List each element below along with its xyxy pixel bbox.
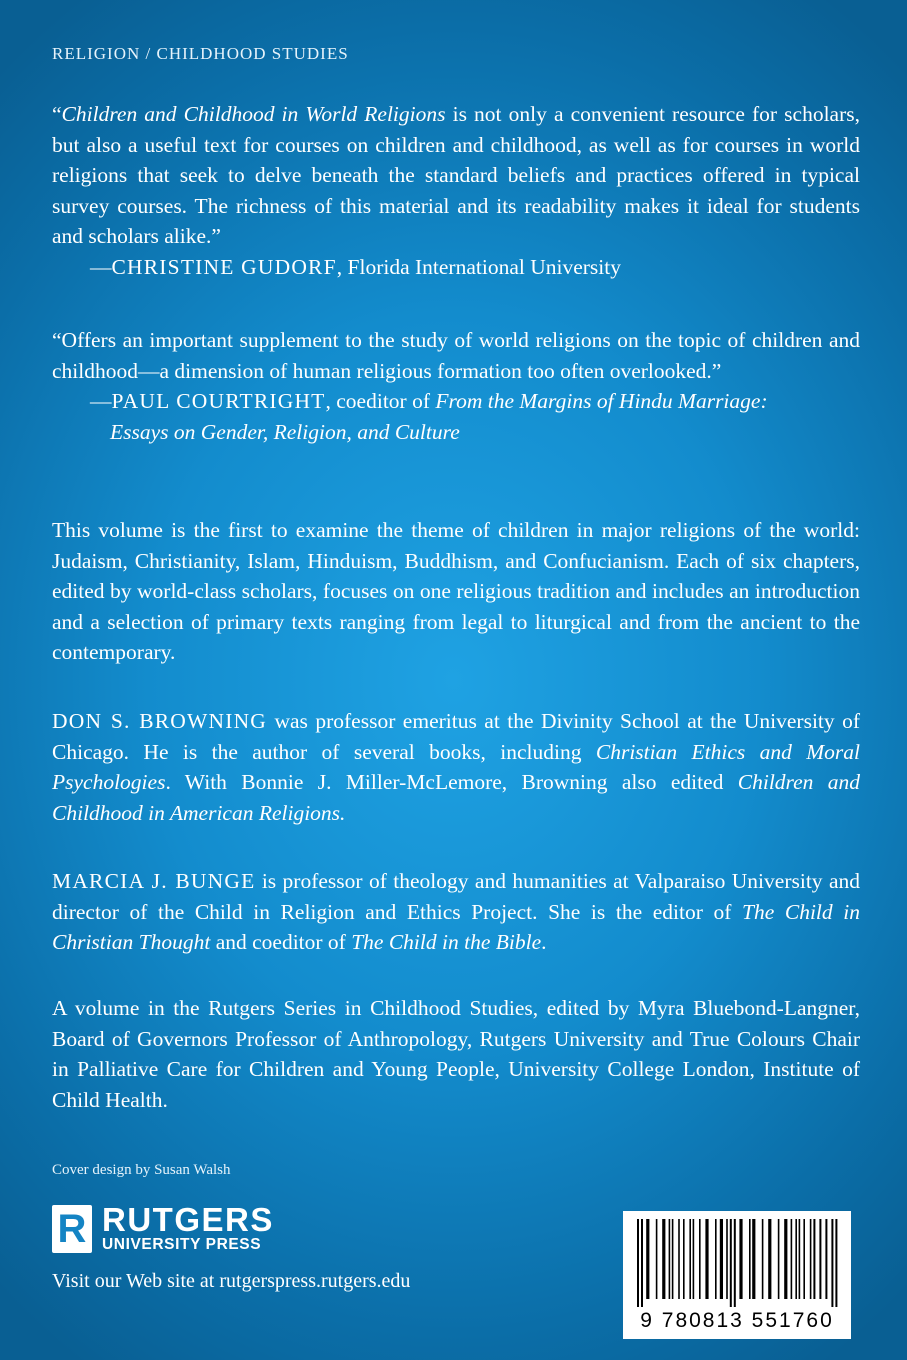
quote-body: Offers an important supplement to the study of world religions on the topic of children and childhood—a dimension of human religious formation too often overlooked.”	[52, 328, 860, 383]
barcode-bar	[831, 1219, 833, 1307]
barcode-bar	[726, 1219, 728, 1299]
description-text: This volume is the first to examine the theme of children in major religions of the world: Judaism, Christianity, Islam, Hinduism, Buddhism, and Confucianism. Each of six chapters, edited by world-class scholars, focuses on one religious tradition and includes an introduction and a selection of primary texts ranging from legal to liturgical and from the ancient to the contemporary.	[52, 518, 860, 665]
quote-gudorf: “Children and Childhood in World Religions is not only a convenient resource for scholars, but also a useful text for courses on children and childhood, as well as for courses in world religions that seek to delve beneath the standard beliefs and practices offered in typical survey courses. The richness of this material and its readability makes it ideal for students and scholars alike.” —CHRISTINE GUDORF, Florida International University	[52, 102, 860, 279]
barcode-bar	[637, 1219, 639, 1307]
quote-author: PAUL COURTRIGHT	[111, 389, 326, 414]
quoted-book-title: Children and Childhood in World Religions	[61, 102, 446, 126]
barcode-bar	[778, 1219, 780, 1299]
rutgers-r-logo-icon: R	[52, 1205, 92, 1253]
barcode-bar	[678, 1219, 680, 1299]
barcode-bar	[739, 1219, 742, 1299]
barcode-bar	[693, 1219, 695, 1299]
bio-browning	[52, 706, 860, 828]
barcode-bar	[734, 1219, 736, 1307]
quote-affiliation: , Florida International University	[336, 254, 621, 279]
barcode-bar	[825, 1219, 827, 1299]
barcode-bar	[699, 1219, 701, 1299]
bio-name: DON S. BROWNING	[52, 709, 268, 733]
series-note	[52, 993, 860, 1115]
bio-text: . With Bonnie J. Miller-McLemore, Browning also edited	[165, 770, 738, 795]
bio-text: and coeditor of	[210, 930, 352, 955]
quote-book-title-cont: Essays on Gender, Religion, and Culture	[110, 419, 460, 444]
barcode-bar	[715, 1219, 717, 1299]
barcode-bar	[656, 1219, 658, 1299]
cover-design-credit: Cover design by Susan Walsh	[52, 1162, 231, 1178]
barcode-bar	[646, 1219, 649, 1299]
barcode-bars	[633, 1219, 841, 1307]
series-note-text: A volume in the Rutgers Series in Childhood Studies, edited by Myra Bluebond-Langner, Board of Governors Professor of Anthropology, Rutgers University and True Colours Chair in Palliative Care for Children and Young People, University College London, Institute of Child Health.	[52, 996, 860, 1112]
barcode-bar	[762, 1219, 764, 1299]
barcode-bar	[730, 1219, 732, 1307]
bio-book: The Child in Christian Thought	[52, 899, 860, 955]
barcode-bar	[819, 1219, 821, 1299]
barcode-bar	[813, 1219, 815, 1299]
barcode	[623, 1211, 851, 1339]
quote-author: CHRISTINE GUDORF	[111, 254, 337, 279]
barcode-bar	[803, 1219, 805, 1299]
barcode-bar	[669, 1219, 671, 1299]
barcode-bar	[791, 1219, 793, 1299]
website-link[interactable]: Visit our Web site at rutgerspress.rutgers.edu	[52, 1270, 411, 1292]
publisher-logo	[52, 1203, 274, 1255]
barcode-bar	[720, 1219, 723, 1299]
barcode-bar	[689, 1219, 691, 1299]
barcode-bar	[795, 1219, 797, 1299]
barcode-bar	[835, 1219, 837, 1307]
quote-book-title: From the Margins of Hindu Marriage:	[435, 389, 768, 414]
barcode-bar	[799, 1219, 801, 1299]
barcode-bar	[662, 1219, 665, 1299]
publisher-subtitle: UNIVERSITY PRESS	[102, 1236, 262, 1253]
bio-book: Christian Ethics and Moral Psychologies	[52, 739, 861, 795]
barcode-bar	[672, 1219, 674, 1299]
barcode-bar	[752, 1219, 755, 1299]
bio-text: is professor of theology and humanities at Valparaiso University and director of the Child in Religion and Ethics Project. She is the editor of	[52, 869, 860, 924]
barcode-bar	[641, 1219, 643, 1307]
category-label: RELIGION / CHILDHOOD STUDIES	[52, 44, 349, 63]
book-description	[52, 515, 860, 668]
quote-role: , coeditor of	[325, 389, 436, 414]
isbn-number: 9 780813 551760	[640, 1309, 834, 1332]
bio-book: The Child in the Bible	[351, 930, 542, 955]
barcode-bar	[749, 1219, 751, 1299]
barcode-bar	[810, 1219, 812, 1299]
bio-name: MARCIA J. BUNGE	[52, 869, 256, 893]
quote-courtright: “Offers an important supplement to the study of world religions on the topic of children and childhood—a dimension of human religious formation too often overlooked.” —PAUL COURTRIGHT, coeditor of From the Margins of Hindu Marriage: Essays on Gender, Religion, and Culture	[52, 325, 860, 447]
barcode-bar	[683, 1219, 685, 1299]
bio-text: was professor emeritus at the Divinity School at the University of Chicago. He is the author of several books, including	[52, 709, 861, 764]
barcode-bar	[768, 1219, 771, 1299]
quote-body: is not only a convenient resource for scholars, but also a useful text for courses on children and childhood, as well as for courses in world religions that seek to delve beneath the standard beliefs and practices offered in typical survey courses. The richness of this material and its readability makes it ideal for students and scholars alike.”	[52, 102, 860, 249]
bio-text: .	[541, 930, 547, 955]
bio-bunge	[52, 866, 860, 958]
barcode-bar	[705, 1219, 708, 1299]
publisher-name: RUTGERS	[102, 1201, 274, 1238]
bio-book: Children and Childhood in American Religions.	[52, 770, 860, 825]
barcode-bar	[784, 1219, 787, 1299]
